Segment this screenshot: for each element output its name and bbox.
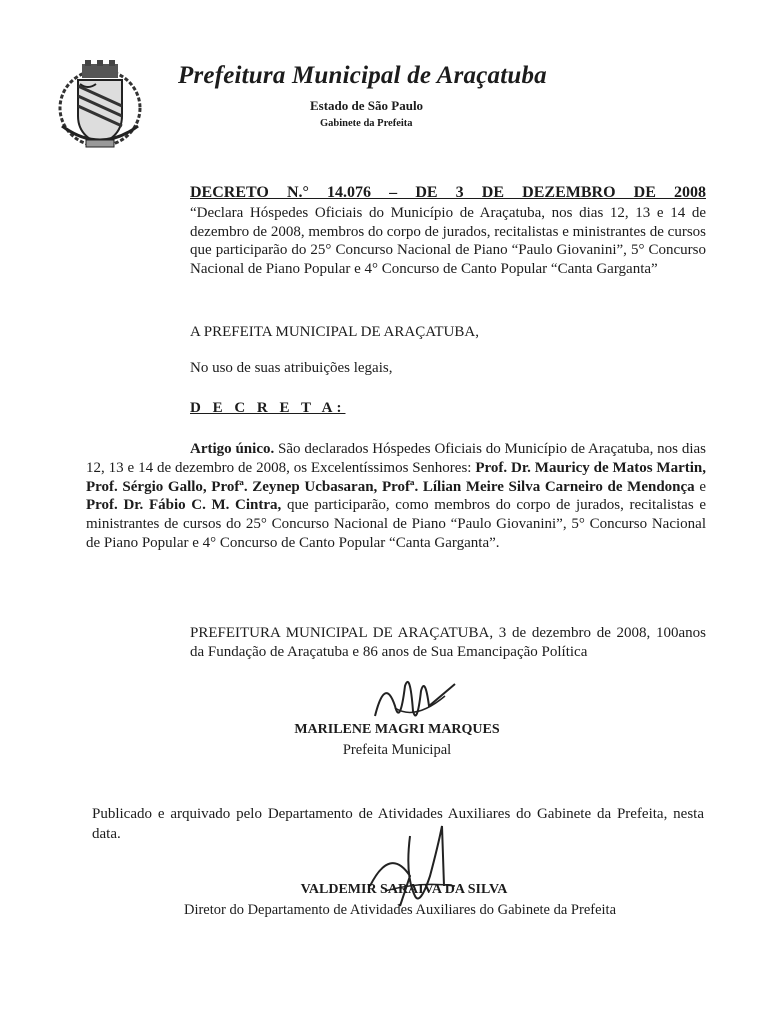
article-conj: e (694, 478, 706, 495)
legal-powers: No uso de suas atribuições legais, (190, 360, 393, 376)
municipality-title: Prefeitura Municipal de Araçatuba (178, 62, 547, 89)
publication-note: Publicado e arquivado pelo Departamento de Atividades Auxiliares do Gabinete da Prefeita, nesta data. (92, 806, 704, 842)
state-subtitle: Estado de São Paulo (310, 98, 424, 113)
decree-summary: “Declara Hóspedes Oficiais do Município de Araçatuba, nos dias 12, 13 e 14 de dezembro de 2008, membros do corpo de jurados, recitalistas e ministrantes de cursos que participarão do 25° Concurso Nacional de Piano “Paulo Giovanini”, 5° Concurso Nacional de Piano Popular e 4° Concurso de Canto Popular “Canta Garganta” (190, 205, 706, 277)
director-signature-icon (360, 816, 480, 916)
decreta-heading: D E C R E T A: (190, 400, 346, 416)
decree-opening: A PREFEITA MUNICIPAL DE ARAÇATUBA, (190, 324, 479, 340)
decree-heading: DECRETO N.° 14.076 – DE 3 DE DEZEMBRO DE 2008 (190, 184, 706, 201)
mayor-name: MARILENE MAGRI MARQUES (294, 722, 500, 737)
director-name: VALDEMIR SARAIVA DA SILVA (300, 882, 508, 897)
director-role: Diretor do Departamento de Atividades Auxiliares do Gabinete da Prefeita (183, 902, 617, 918)
closing-date-line: PREFEITURA MUNICIPAL DE ARAÇATUBA, 3 de dezembro de 2008, 100anos da Fundação de Araçatuba e 86 anos de Sua Emancipação Política (190, 625, 706, 660)
article-names: Prof. Dr. Mauricy de Matos Martin, Prof. Sérgio Gallo, Profª. Zeynep Ucbasaran, Profª. Lílian Meire Silva Carneiro de Mendonça (86, 459, 706, 495)
office-subtitle: Gabinete da Prefeita (320, 118, 413, 129)
article-text-1: São declarados Hóspedes Oficiais do Município de Araçatuba, nos dias 12, 13 e 14 de dezembro de 2008, os Excelentíssimos Senhores: (86, 441, 706, 476)
mayor-role: Prefeita Municipal (342, 742, 452, 758)
article-text-2: que participarão, como membros do corpo de jurados, recitalistas e ministrantes de cursos do 25° Concurso Nacional de Piano “Paulo Giovanini”, 5° Concurso Nacional de Piano Popular e 4° Concurso de Canto Popular “Canta Garganta”. (86, 497, 706, 551)
article-label: Artigo único. (190, 441, 275, 457)
sole-article (86, 440, 706, 553)
municipal-coat-of-arms-icon (52, 56, 148, 152)
article-names-2: Prof. Dr. Fábio C. M. Cintra, (86, 497, 282, 514)
